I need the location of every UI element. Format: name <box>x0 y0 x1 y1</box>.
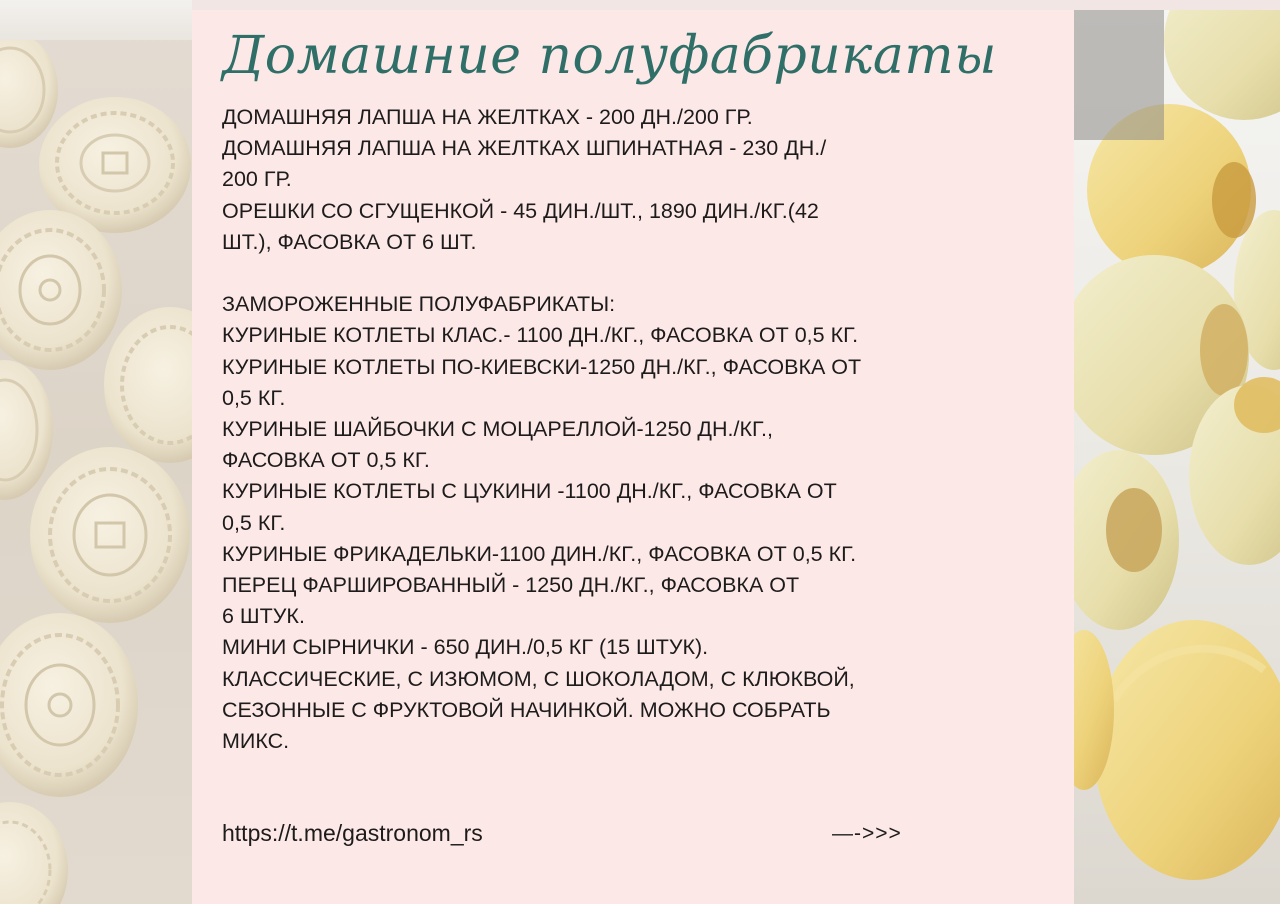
dough-cookies-photo <box>0 0 192 904</box>
pepper <box>1074 450 1179 630</box>
cookie <box>104 307 192 463</box>
cookie-group <box>0 32 192 904</box>
price-card <box>192 10 1074 904</box>
price-line: КУРИНЫЕ ФРИКАДЕЛЬКИ-1100 ДИН./КГ., ФАСОВКА ОТ 0,5 КГ. <box>222 541 857 566</box>
pepper-group <box>1074 10 1280 880</box>
photo-shadow <box>1074 10 1164 140</box>
price-line: 6 ШТУК. <box>222 604 305 629</box>
price-line: 0,5 КГ. <box>222 510 286 535</box>
tray-edge <box>0 0 192 40</box>
price-line: КУРИНЫЕ КОТЛЕТЫ ПО-КИЕВСКИ-1250 ДН./КГ., ФАСОВКА ОТ <box>222 354 862 379</box>
next-arrow: —->>> <box>832 822 902 845</box>
blank-line <box>222 258 1052 289</box>
telegram-link[interactable]: https://t.me/gastronom_rs <box>222 820 483 846</box>
price-line: МИНИ СЫРНИЧКИ - 650 ДИН./0,5 КГ (15 ШТУК). <box>222 635 709 660</box>
price-line: КУРИНЫЕ КОТЛЕТЫ КЛАС.- 1100 ДН./КГ., ФАСОВКА ОТ 0,5 КГ. <box>222 323 859 348</box>
price-line: ФАСОВКА ОТ 0,5 КГ. <box>222 448 430 473</box>
price-line: КУРИНЫЕ ШАЙБОЧКИ С МОЦАРЕЛЛОЙ-1250 ДН./КГ., <box>222 417 773 442</box>
cookie <box>30 447 190 623</box>
peppers-illustration <box>1074 10 1280 904</box>
page-title: Домашние полуфабрикаты <box>222 26 998 86</box>
price-line: КЛАССИЧЕСКИЕ, С ИЗЮМОМ, С ШОКОЛАДОМ, С КЛЮКВОЙ, <box>222 666 855 691</box>
pepper <box>1094 620 1280 880</box>
price-line: 0,5 КГ. <box>222 385 286 410</box>
price-line: ЗАМОРОЖЕННЫЕ ПОЛУФАБРИКАТЫ: <box>222 292 616 317</box>
price-line: ДОМАШНЯЯ ЛАПША НА ЖЕЛТКАХ - 200 ДН./200 ГР. <box>222 105 753 129</box>
pepper <box>1164 10 1280 120</box>
price-line: 200 ГР. <box>222 167 292 192</box>
cookie <box>0 210 122 370</box>
price-line: КУРИНЫЕ КОТЛЕТЫ С ЦУКИНИ -1100 ДН./КГ., ФАСОВКА ОТ <box>222 479 837 504</box>
price-line: ПЕРЕЦ ФАРШИРОВАННЫЙ - 1250 ДН./КГ., ФАСОВКА ОТ <box>222 573 800 598</box>
cookie <box>0 802 68 904</box>
price-list <box>222 102 1052 757</box>
cookie <box>0 360 53 500</box>
price-line: ШТ.), ФАСОВКА ОТ 6 ШТ. <box>222 229 477 254</box>
price-line: МИКС. <box>222 729 290 754</box>
cookies-illustration <box>0 0 192 904</box>
cookie <box>0 32 58 148</box>
stuffed-peppers-photo <box>1074 10 1280 904</box>
cookie <box>0 613 138 797</box>
price-line: ОРЕШКИ СО СГУЩЕНКОЙ - 45 ДИН./ШТ., 1890 ДИН./КГ.(42 <box>222 198 819 223</box>
price-line: ДОМАШНЯЯ ЛАПША НА ЖЕЛТКАХ ШПИНАТНАЯ - 230 ДН./ <box>222 136 827 161</box>
price-line: СЕЗОННЫЕ С ФРУКТОВОЙ НАЧИНКОЙ. МОЖНО СОБРАТЬ <box>222 697 831 722</box>
